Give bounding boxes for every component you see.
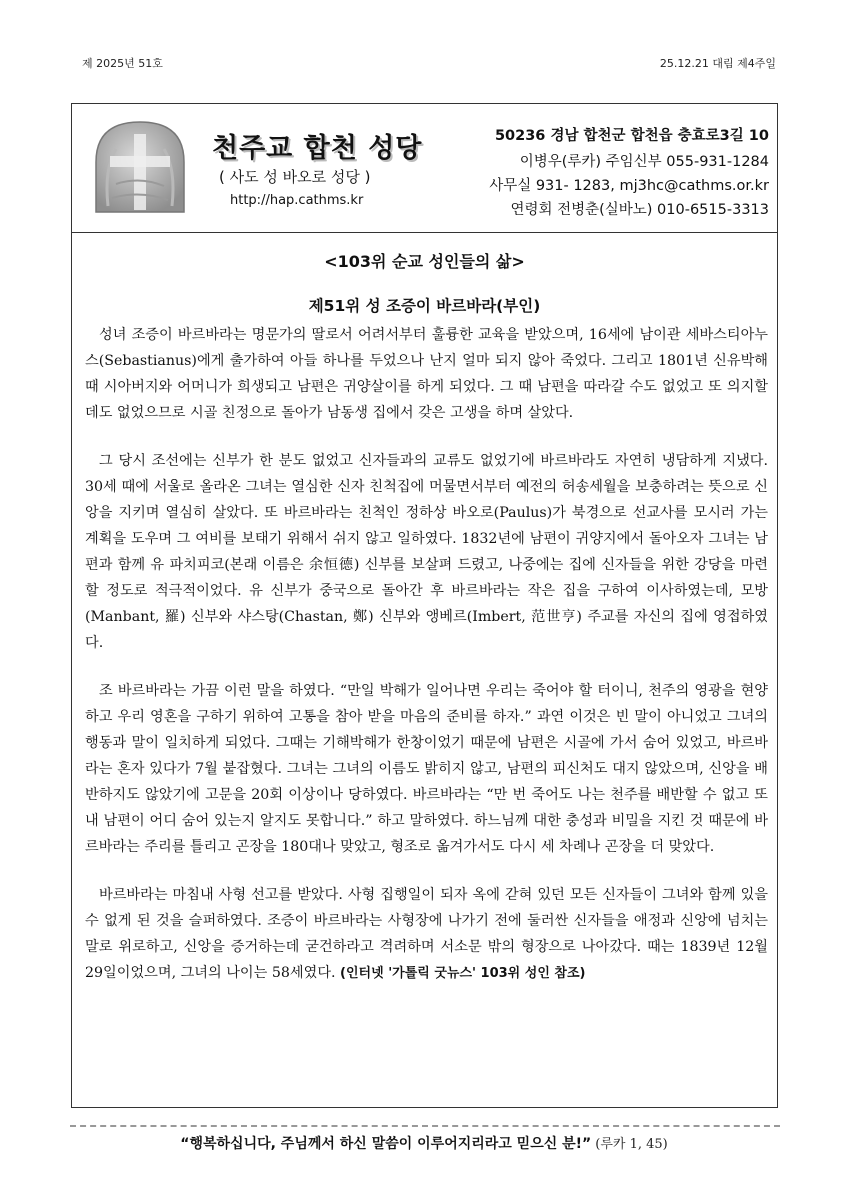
church-subtitle: ( 사도 성 바오로 성당 ) [219, 168, 371, 186]
church-logo [86, 114, 194, 222]
source-note: (인터넷 '가톨릭 굿뉴스' 103위 성인 참조) [340, 966, 586, 981]
pastor-contact: 이병우(루카) 주임신부 055-931-1284 [519, 154, 769, 170]
church-website: http://hap.cathms.kr [230, 193, 364, 208]
council-contact: 연령회 전병춘(실바노) 010-6515-3313 [510, 202, 769, 218]
issue-date: 25.12.21 대림 제4주일 [659, 57, 776, 70]
article-paragraph-text: 바르바라는 마침내 사형 선고를 받았다. 사형 집행일이 되자 옥에 갇혀 있던 모든 신자들이 그녀와 함께 있을 수 없게 된 것을 슬퍼하였다. 조증이 바르바라는 사형장에 나가기 전에 둘러싼 신자들을 애정과 신앙에 넘치는 말로 위로하고, 신앙을 증거하는데 굳건하라고 격려하며 서소문 밖의 형장으로 나아갔다. 때는 1839년 12월 29일이었으며, 그녀의 나이는 58세였다. [85, 887, 768, 981]
church-address: 50236 경남 합천군 합천읍 충효로3길 10 [494, 128, 769, 144]
series-title: <103위 순교 성인들의 삶> [324, 252, 525, 271]
bulletin-frame [71, 103, 778, 1108]
issue-number: 제 2025년 51호 [82, 57, 163, 70]
footer-reference: (루카 1, 45) [595, 1137, 668, 1152]
church-name: 천주교 합천 성당 [212, 133, 423, 164]
article-body [85, 322, 768, 987]
footer-divider [70, 1125, 780, 1127]
article-paragraph-last [85, 882, 768, 987]
article-paragraph: 조 바르바라는 가끔 이런 말을 하였다. “만일 박해가 일어나면 우리는 죽어야 할 터이니, 천주의 영광을 현양하고 우리 영혼을 구하기 위하여 고통을 참아 받을 마음의 준비를 하자.” 과연 이것은 빈 말이 아니었고 그녀의 행동과 말이 일치하게 되었다. 그때는 기해박해가 한창이었기 때문에 남편은 시골에 가서 숨어 있었고, 바르바라는 혼자 있다가 7월 붙잡혔다. 그녀는 그녀의 이름도 밝히지 않고, 남편의 피신처도 대지 않았으며, 신앙을 배반하지도 않았기에 고문을 20회 이상이나 당하였다. 바르바라는 “만 번 죽어도 나는 천주를 배반할 수 없고 또 내 남편이 어디 숨어 있는지 알지도 못합니다.” 하고 말하였다. 하느님께 대한 충성과 비밀을 지킨 것 때문에 바르바라는 주리를 틀리고 곤장을 180대나 맞았고, 형조로 옮겨가서도 다시 세 차례나 곤장을 더 맞았다. [85, 683, 768, 855]
office-contact: 사무실 931- 1283, mj3hc@cathms.or.kr [489, 178, 769, 194]
footer-quote: “행복하십니다, 주님께서 하신 말씀이 이루어지리라고 믿으신 분!” [180, 1136, 592, 1152]
article-paragraph: 그 당시 조선에는 신부가 한 분도 없었고 신자들과의 교류도 없었기에 바르바라도 자연히 냉담하게 지냈다. 30세 때에 서울로 올라온 그녀는 열심한 신자 친척집에 머물면서부터 예전의 허송세월을 보충하려는 뜻으로 신앙을 지키며 열심히 살았다. 또 바르바라는 친척인 정하상 바오로(Paulus)가 북경으로 선교사를 모시러 가는 계획을 도우며 그 여비를 보태기 위해서 쉬지 않고 일하였다. 1832년에 남편이 귀양지에서 돌아오자 그녀는 남편과 함께 유 파치피코(본래 이름은 余恒德) 신부를 보살펴 드렸고, 나중에는 집에 신자들을 위한 강당을 마련할 정도로 적극적이었다. 유 신부가 중국으로 돌아간 후 바르바라는 작은 집을 구하여 이사하였는데, 모방(Manbant, 羅) 신부와 샤스탕(Chastan, 鄭) 신부와 앵베르(Imbert, 范世亨) 주교를 자신의 집에 영접하였다. [85, 453, 768, 651]
article-paragraph: 성녀 조증이 바르바라는 명문가의 딸로서 어려서부터 훌륭한 교육을 받았으며, 16세에 남이관 세바스티아누스(Sebastianus)에게 출가하여 아들 하나를 두었으나 난지 얼마 되지 않아 죽었다. 그리고 1801년 신유박해 때 시아버지와 어머니가 희생되고 남편은 귀양살이를 하게 되었다. 그 때 남편을 따라갈 수도 없었고 또 의지할 데도 없었으므로 시골 친정으로 돌아가 남동생 집에서 갖은 고생을 하며 살았다. [85, 327, 768, 421]
header-divider [72, 232, 777, 233]
article-title: 제51위 성 조증이 바르바라(부인) [308, 297, 541, 315]
footer-quote-block [0, 1133, 848, 1153]
bulletin-header [72, 104, 777, 232]
